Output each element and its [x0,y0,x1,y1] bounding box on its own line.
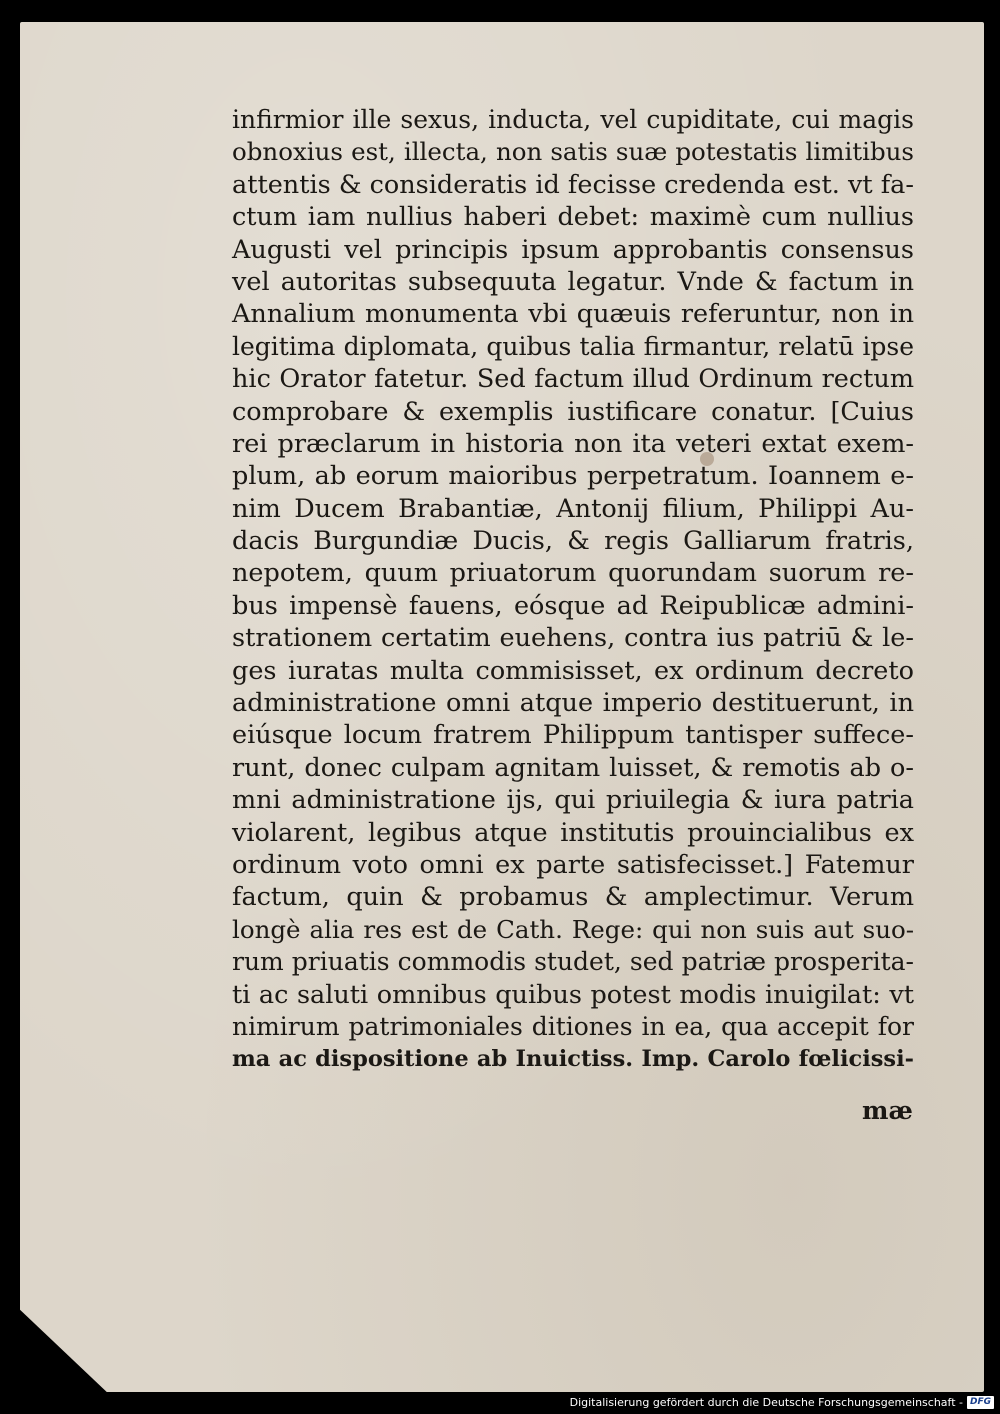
text-line: factum, quin & probamus & amplectimur. Verum [232,882,914,913]
text-line: Annalium monumenta vbi quæuis referuntur, non in [232,299,914,330]
text-line: mni administratione ijs, qui priuilegia & iura patria [232,785,914,816]
text-line: ordinum voto omni ex parte satisfecisset.] Fatemur [232,849,914,880]
text-line: ges iuratas multa commisisset, ex ordinum decreto [232,655,914,686]
dfg-logo: DFG [967,1396,994,1409]
text-line: nim Ducem Brabantiæ, Antonij filium, Philippi Au- [232,493,914,524]
text-line: attentis & consideratis id fecisse credenda est. vt fa- [232,169,914,200]
text-line: hic Orator fatetur. Sed factum illud Ordinum rectum [232,364,914,395]
text-line: obnoxius est, illecta, non satis suæ potestatis limitibus [232,137,914,167]
text-line: violarent, legibus atque institutis prouincialibus ex [232,817,914,848]
text-line: strationem certatim euehens, contra ius patriū & le- [232,623,914,654]
text-line: bus impensè fauens, eósque ad Reipublicæ admini- [232,590,914,621]
catchword: mæ [862,1096,913,1125]
text-line: rei præclarum in historia non ita veteri extat exem- [232,428,914,459]
text-line: infirmior ille sexus, inducta, vel cupiditate, cui magis [232,105,914,134]
text-line: nepotem, quum priuatorum quorundam suorum re- [232,558,914,589]
text-line: rum priuatis commodis studet, sed patriæ prosperita- [232,947,914,977]
text-line: ctum iam nullius haberi debet: maximè cum nullius [232,202,914,233]
text-line: administratione omni atque imperio destituerunt, in [232,688,914,719]
text-line: vel autoritas subsequuta legatur. Vnde & factum in [232,266,914,297]
text-line: ti ac saluti omnibus quibus potest modis inuigilat: vt [232,979,914,1010]
digitization-credit [570,1394,994,1410]
text-line: eiúsque locum fratrem Philippum tantisper suffece- [232,720,914,751]
text-line: dacis Burgundiæ Ducis, & regis Galliarum fratris, [232,526,914,557]
text-line: comprobare & exemplis iustificare conatur. [Cuius [232,396,914,427]
text-line: nimirum patrimoniales ditiones in ea, qua accepit for [232,1011,914,1041]
text-line: runt, donec culpam agnitam luisset, & remotis ab o- [232,752,914,783]
credit-text: Digitalisierung gefördert durch die Deutsche Forschungsgemeinschaft - [569,1395,963,1409]
text-line: longè alia res est de Cath. Rege: qui non suis aut suo- [232,914,914,944]
text-line: plum, ab eorum maioribus perpetratum. Ioannem e- [232,461,914,492]
text-line: legitima diplomata, quibus talia firmantur, relatū ipse [232,331,914,361]
text-line: Augusti vel principis ipsum approbantis consensus [232,234,914,265]
text-line: ma ac dispositione ab Inuictiss. Imp. Carolo fœlicissi- [232,1046,914,1073]
page-text [232,104,914,1076]
